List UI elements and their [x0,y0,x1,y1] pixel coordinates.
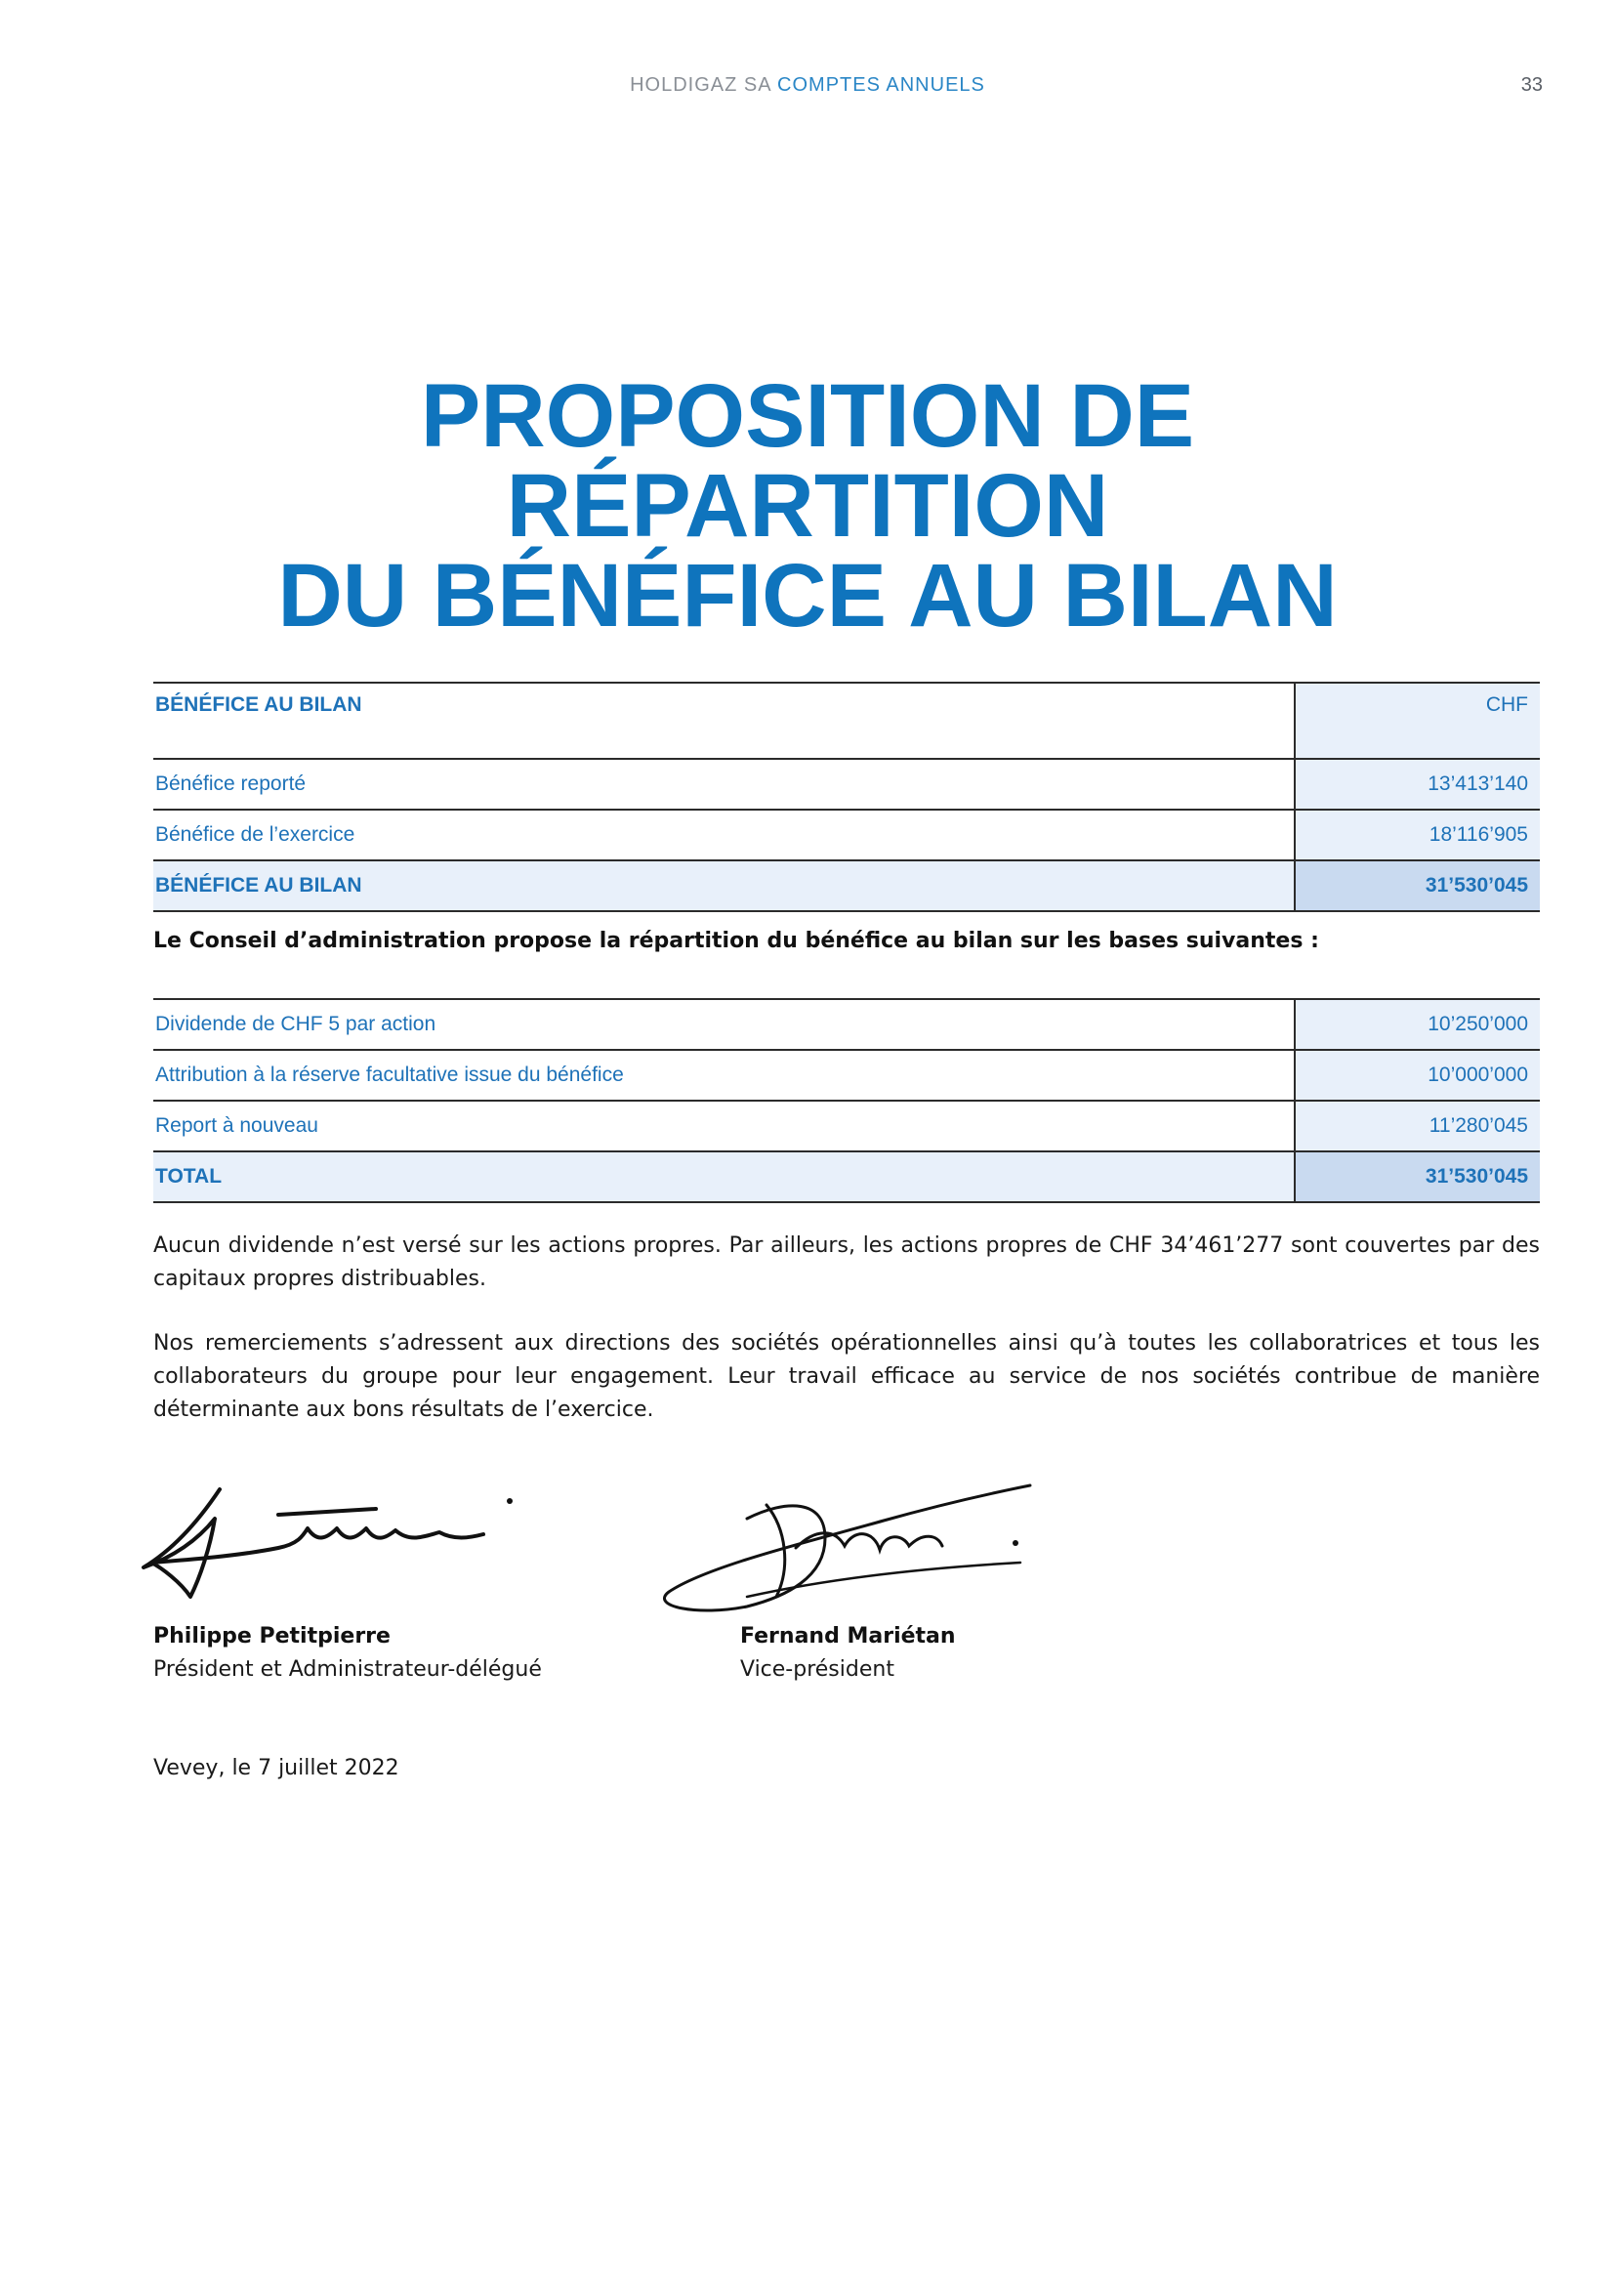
total-label: TOTAL [153,1151,1295,1202]
page-number: 33 [1520,74,1543,96]
total-label: BÉNÉFICE AU BILAN [153,860,1295,911]
table-row [153,999,1540,1050]
title-line-1: PROPOSITION DE [420,366,1195,466]
total-row [153,860,1540,911]
table-row [153,810,1540,860]
paragraph-treasury-shares: Aucun dividende n’est versé sur les actions propres. Par ailleurs, les actions propres de CHF 34’461’277 sont couvertes par des capitaux propres distribuables. [153,1233,1540,1291]
table-row [153,1050,1540,1101]
signature-image [132,1450,542,1616]
header-label: BÉNÉFICE AU BILAN [153,683,1295,759]
header-company: HOLDIGAZ SA [630,74,771,96]
signer-name: Fernand Mariétan [740,1624,956,1649]
table-header-row [153,683,1540,759]
row-label: Bénéfice reporté [153,759,1295,810]
row-amount: 10’000’000 [1295,1050,1540,1101]
running-header [0,74,1615,97]
row-label: Report à nouveau [153,1101,1295,1151]
title-line-3: DU BÉNÉFICE AU BILAN [277,546,1338,646]
row-amount: 10’250’000 [1295,999,1540,1050]
total-row [153,1151,1540,1202]
signature-image [640,1450,1050,1616]
total-amount: 31’530’045 [1295,860,1540,911]
row-label: Attribution à la réserve facultative issue du bénéfice [153,1050,1295,1101]
distribution-table [153,998,1540,1203]
row-amount: 11’280’045 [1295,1101,1540,1151]
row-amount: 18’116’905 [1295,810,1540,860]
place-date: Vevey, le 7 juillet 2022 [153,1756,399,1780]
total-amount: 31’530’045 [1295,1151,1540,1202]
signer-role: Président et Administrateur-délégué [153,1657,542,1682]
row-label: Dividende de CHF 5 par action [153,999,1295,1050]
signer-role: Vice-président [740,1657,894,1682]
table-row [153,759,1540,810]
balance-table [153,682,1540,912]
page-title [0,366,1615,646]
signer-name: Philippe Petitpierre [153,1624,391,1649]
paragraph-thanks: Nos remerciements s’adressent aux directions des sociétés opérationnelles ainsi qu’à toutes les collaboratrices et tous les collaborateurs du groupe pour leur engagement. Leur travail efficace au service de nos sociétés contribue de manière déterminante aux bons résultats de l’exercice. [153,1331,1540,1422]
table-row [153,1101,1540,1151]
title-line-2: RÉPARTITION [506,456,1109,556]
row-amount: 13’413’140 [1295,759,1540,810]
currency-label: CHF [1295,683,1540,759]
header-section: COMPTES ANNUELS [777,74,985,96]
row-label: Bénéfice de l’exercice [153,810,1295,860]
proposal-text: Le Conseil d’administration propose la répartition du bénéfice au bilan sur les bases suivantes : [153,929,1319,953]
